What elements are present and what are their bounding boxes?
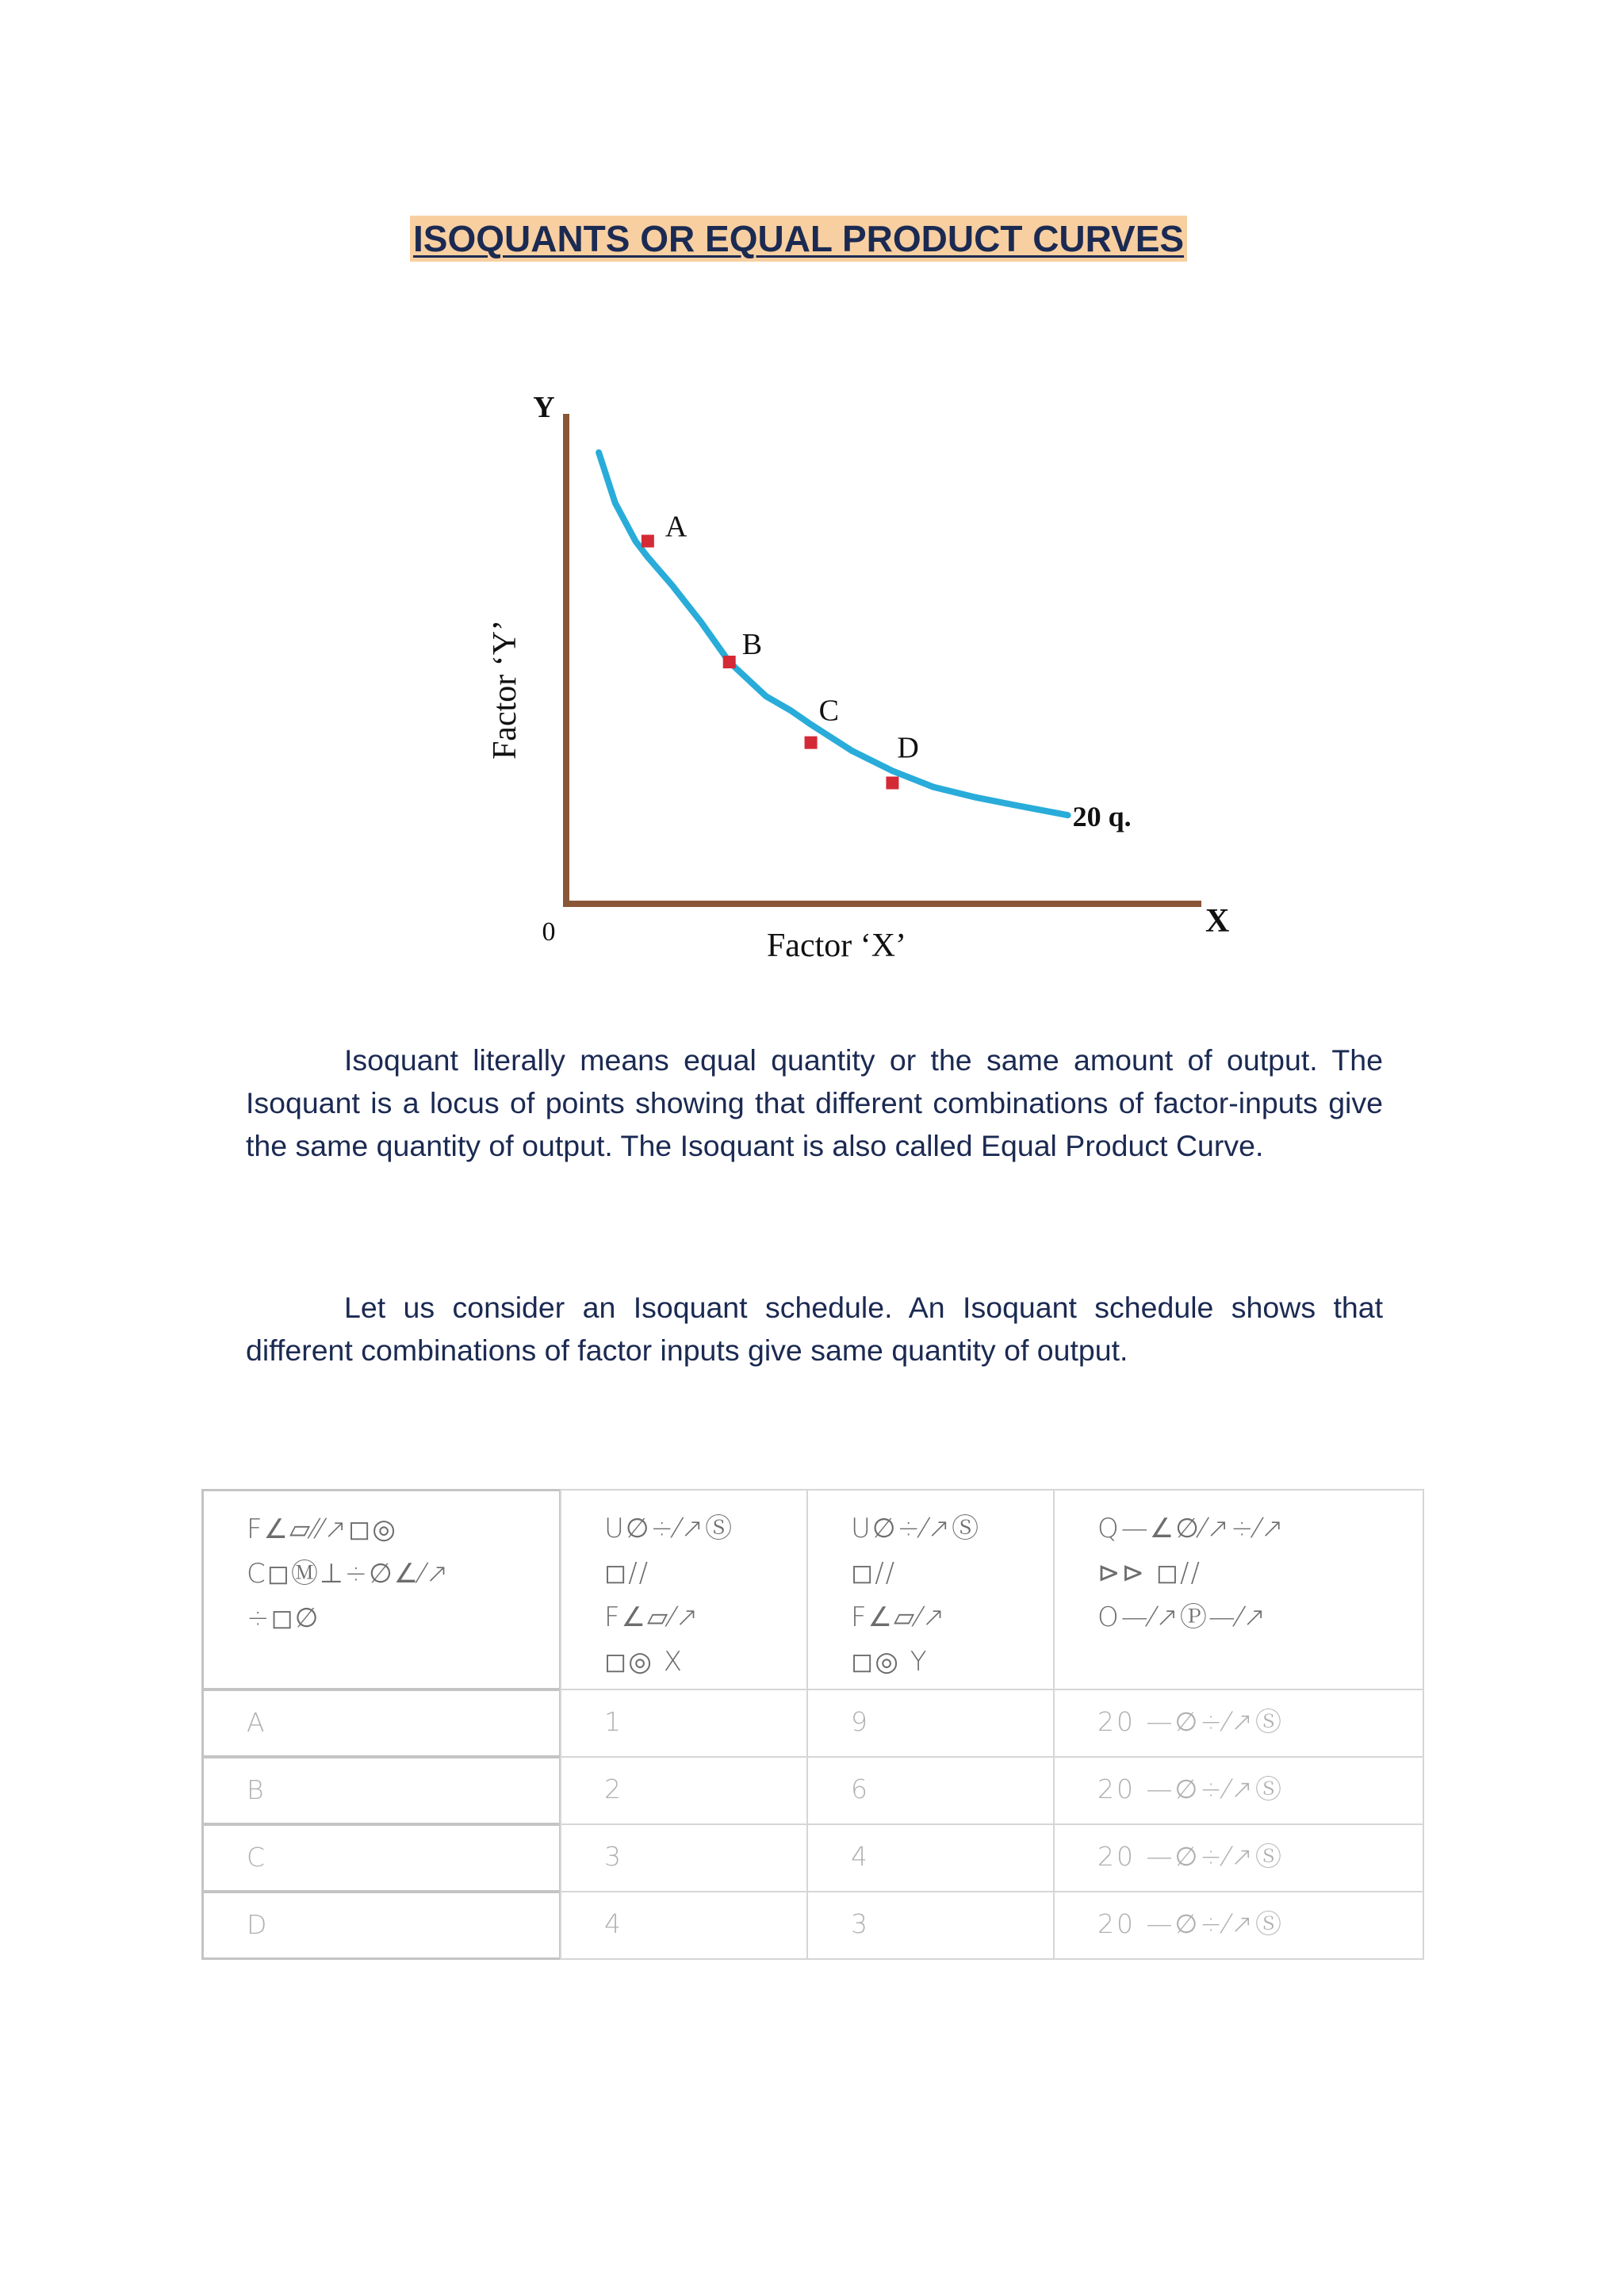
table-cell: 6 <box>806 1756 1055 1825</box>
header-text: ÷◻∅ <box>247 1602 320 1634</box>
table-cell: 2 <box>560 1756 808 1825</box>
paragraph-isoquant-schedule: Let us consider an Isoquant schedule. An Isoquant schedule shows that different combinations of factor inputs give same quantity of output. <box>246 1291 1383 1367</box>
table-cell: 20 —∅÷⁄↗Ⓢ <box>1053 1823 1424 1892</box>
header-text: Q—∠∅⁄↗÷⁄↗ <box>1097 1513 1285 1544</box>
table-cell: 20 —∅÷⁄↗Ⓢ <box>1053 1891 1424 1960</box>
table-cell: 9 <box>806 1689 1055 1758</box>
table-row <box>201 1823 1424 1892</box>
table-cell: 20 —∅÷⁄↗Ⓢ <box>1053 1756 1424 1825</box>
isoquant-curve-line <box>599 453 1068 815</box>
header-text: O—⁄↗Ⓟ—⁄↗ <box>1097 1601 1268 1633</box>
table-cell: B <box>201 1756 561 1825</box>
table-cell: 3 <box>560 1823 808 1892</box>
header-text: ◻◎ X <box>604 1646 684 1678</box>
point-c-label: C <box>818 694 839 728</box>
header-text: F∠▱⁄⁄↗◻◎ <box>247 1513 397 1545</box>
paragraph-isoquant-definition: Isoquant literally means equal quantity or the same amount of output. The Isoquant is a locus of points showing that different combinations of factor-inputs give the same quantity of output. The Isoquant is also called Equal Product Curve. <box>246 1043 1383 1162</box>
table-cell: D <box>201 1891 561 1960</box>
table-row <box>201 1891 1424 1960</box>
origin-label: 0 <box>542 917 556 947</box>
table-header-row <box>201 1489 1424 1690</box>
header-text: ◻// <box>851 1557 897 1589</box>
header-text: ◻// <box>604 1557 650 1589</box>
table-cell: 4 <box>560 1891 808 1960</box>
header-text: U∅÷⁄↗Ⓢ <box>851 1513 981 1544</box>
header-text: ◻◎ Y <box>851 1646 929 1678</box>
table-cell: C <box>201 1823 561 1892</box>
y-axis-label: Factor ‘Y’ <box>487 619 523 760</box>
point-d-marker <box>886 777 898 790</box>
table-cell: 4 <box>806 1823 1055 1892</box>
page-title: ISOQUANTS OR EQUAL PRODUCT CURVES <box>410 216 1187 262</box>
table-header-cell <box>560 1489 808 1690</box>
isoquant-schedule-table <box>201 1489 1424 1957</box>
table-cell: A <box>201 1689 561 1758</box>
point-c-marker <box>805 737 818 749</box>
point-a-marker <box>642 535 654 548</box>
table-row <box>201 1689 1424 1758</box>
x-axis-label: Factor ‘X’ <box>766 928 907 964</box>
header-text: F∠▱⁄↗ <box>851 1601 947 1633</box>
isoquant-chart <box>476 373 1237 983</box>
table-header-cell <box>201 1489 561 1690</box>
header-text: U∅÷⁄↗Ⓢ <box>604 1513 734 1544</box>
header-text: ⊳⊳ ◻// <box>1097 1557 1201 1589</box>
header-text: C◻Ⓜ⊥÷∅∠⁄↗ <box>247 1558 450 1590</box>
table-header-cell <box>806 1489 1055 1690</box>
header-text: F∠▱⁄↗ <box>604 1601 700 1633</box>
table-cell: 3 <box>806 1891 1055 1960</box>
table-header-cell <box>1053 1489 1424 1690</box>
table-cell: 1 <box>560 1689 808 1758</box>
point-a-label: A <box>665 510 688 544</box>
table-row <box>201 1756 1424 1825</box>
x-axis-name: X <box>1205 903 1230 939</box>
point-d-label: D <box>897 731 919 765</box>
point-b-label: B <box>741 628 763 661</box>
table-cell: 20 —∅÷⁄↗Ⓢ <box>1053 1689 1424 1758</box>
point-b-marker <box>723 656 736 668</box>
y-axis-name: Y <box>533 391 555 424</box>
curve-label: 20 q. <box>1072 801 1132 833</box>
